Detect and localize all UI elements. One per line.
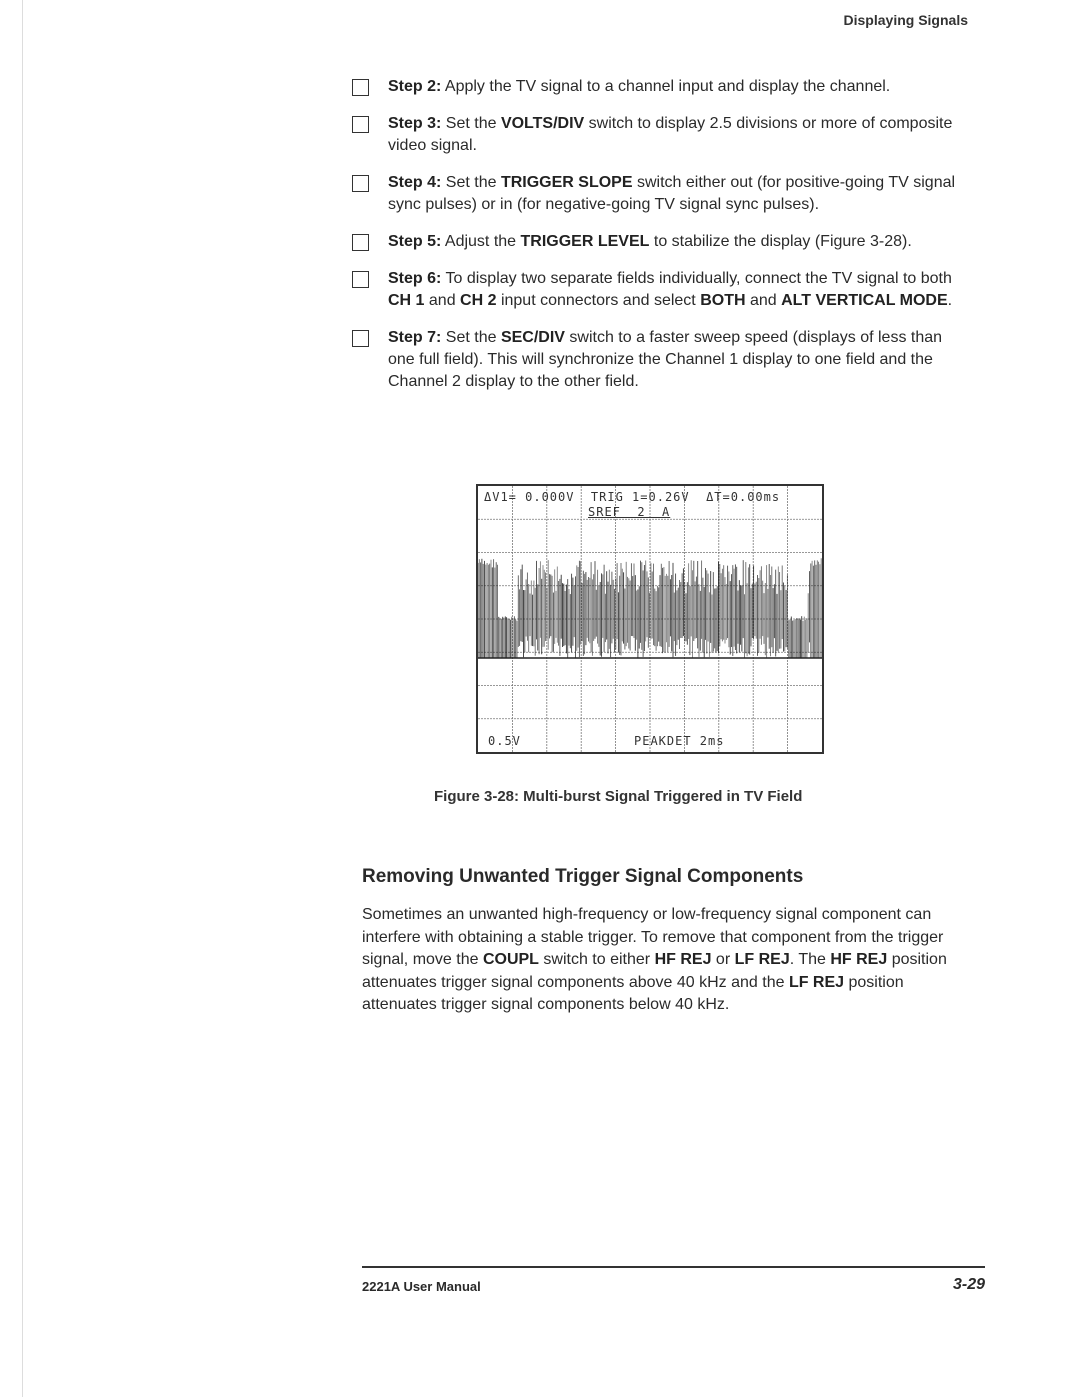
waveform-display [478, 486, 822, 752]
text-run: input connectors and select [496, 292, 701, 309]
bold-term: ALT VERTICAL MODE [781, 292, 948, 309]
text-run: Set the [441, 329, 501, 346]
page-edge-rule [22, 0, 23, 1397]
bold-term: Step 5: [388, 233, 442, 250]
step-item [352, 231, 972, 253]
checkbox-icon[interactable] [352, 79, 369, 96]
bold-term: LF REJ [734, 951, 790, 968]
procedure-steps [352, 76, 972, 408]
step-item [352, 172, 972, 216]
text-run: Set the [441, 174, 501, 191]
step-item [352, 327, 972, 393]
figure-caption: Figure 3-28: Multi-burst Signal Triggered in TV Field [434, 788, 803, 805]
text-run: or [711, 951, 735, 968]
checkbox-icon[interactable] [352, 271, 369, 288]
text-run: switch to either [538, 951, 655, 968]
text-run: and [424, 292, 461, 309]
text-run: Apply the TV signal to a channel input and display the channel. [441, 78, 891, 95]
text-run: Set the [441, 115, 501, 132]
readout-sref: SREF 2 A [588, 505, 671, 519]
bold-term: Step 6: [388, 270, 442, 287]
bold-term: TRIGGER LEVEL [520, 233, 650, 250]
checkbox-icon[interactable] [352, 234, 369, 251]
footer-rule [362, 1266, 985, 1268]
section-paragraph [362, 904, 982, 1017]
checkbox-icon[interactable] [352, 116, 369, 133]
step-item [352, 76, 972, 98]
page-number: 3-29 [952, 1276, 985, 1293]
footer-manual-title: 2221A User Manual [362, 1279, 481, 1294]
oscilloscope-figure [476, 484, 824, 754]
running-header: Displaying Signals [843, 12, 968, 28]
text-run: switch to a faster sweep speed (displays of less than one full field). This will synchronize the Channel 1 display to one field and the Channel 2 display to the other field. [388, 329, 943, 390]
bold-term: CH 1 [388, 292, 425, 309]
bold-term: HF REJ [830, 951, 888, 968]
step-item [352, 113, 972, 157]
bold-term: Step 4: [388, 174, 442, 191]
text-run: Sometimes an unwanted high-frequency or low-frequency signal component can interfere with obtaining a stable trigger. To remove that component from the trigger signal, move the [362, 906, 944, 968]
section-heading: Removing Unwanted Trigger Signal Components [362, 866, 804, 887]
text-run: position attenuates trigger signal components above 40 kHz and the [362, 951, 947, 991]
text-run: and [745, 292, 782, 309]
bold-term: HF REJ [654, 951, 712, 968]
readout-top: ΔV1= 0.000V TRIG 1=0.26V ΔT=0.00ms [484, 490, 781, 504]
step-item [352, 268, 972, 312]
bold-term: CH 2 [460, 292, 497, 309]
text-run: switch either out (for positive-going TV signal sync pulses) or in (for negative-going TV signal sync pulses). [388, 174, 956, 213]
bold-term: SEC/DIV [500, 329, 565, 346]
bold-term: LF REJ [788, 973, 845, 991]
bold-term: VOLTS/DIV [500, 115, 585, 132]
bold-term: Step 2: [388, 78, 442, 95]
bold-term: Step 7: [388, 329, 442, 346]
text-run: to stabilize the display (Figure 3-28). [649, 233, 912, 250]
bold-term: BOTH [700, 292, 746, 309]
text-run: . [947, 292, 953, 309]
checkbox-icon[interactable] [352, 330, 369, 347]
text-run: switch to display 2.5 divisions or more of composite video signal. [388, 115, 953, 154]
text-run: . The [789, 951, 831, 968]
text-run: To display two separate fields individually, connect the TV signal to both [441, 270, 952, 287]
readout-mode: PEAKDET 2ms [634, 734, 725, 748]
bold-term: COUPL [482, 951, 539, 968]
text-run: position attenuates trigger signal components below 40 kHz. [362, 973, 904, 1013]
checkbox-icon[interactable] [352, 175, 369, 192]
bold-term: Step 3: [388, 115, 442, 132]
text-run: Adjust the [441, 233, 521, 250]
bold-term: TRIGGER SLOPE [500, 174, 633, 191]
readout-volts-div: 0.5V [488, 734, 521, 748]
